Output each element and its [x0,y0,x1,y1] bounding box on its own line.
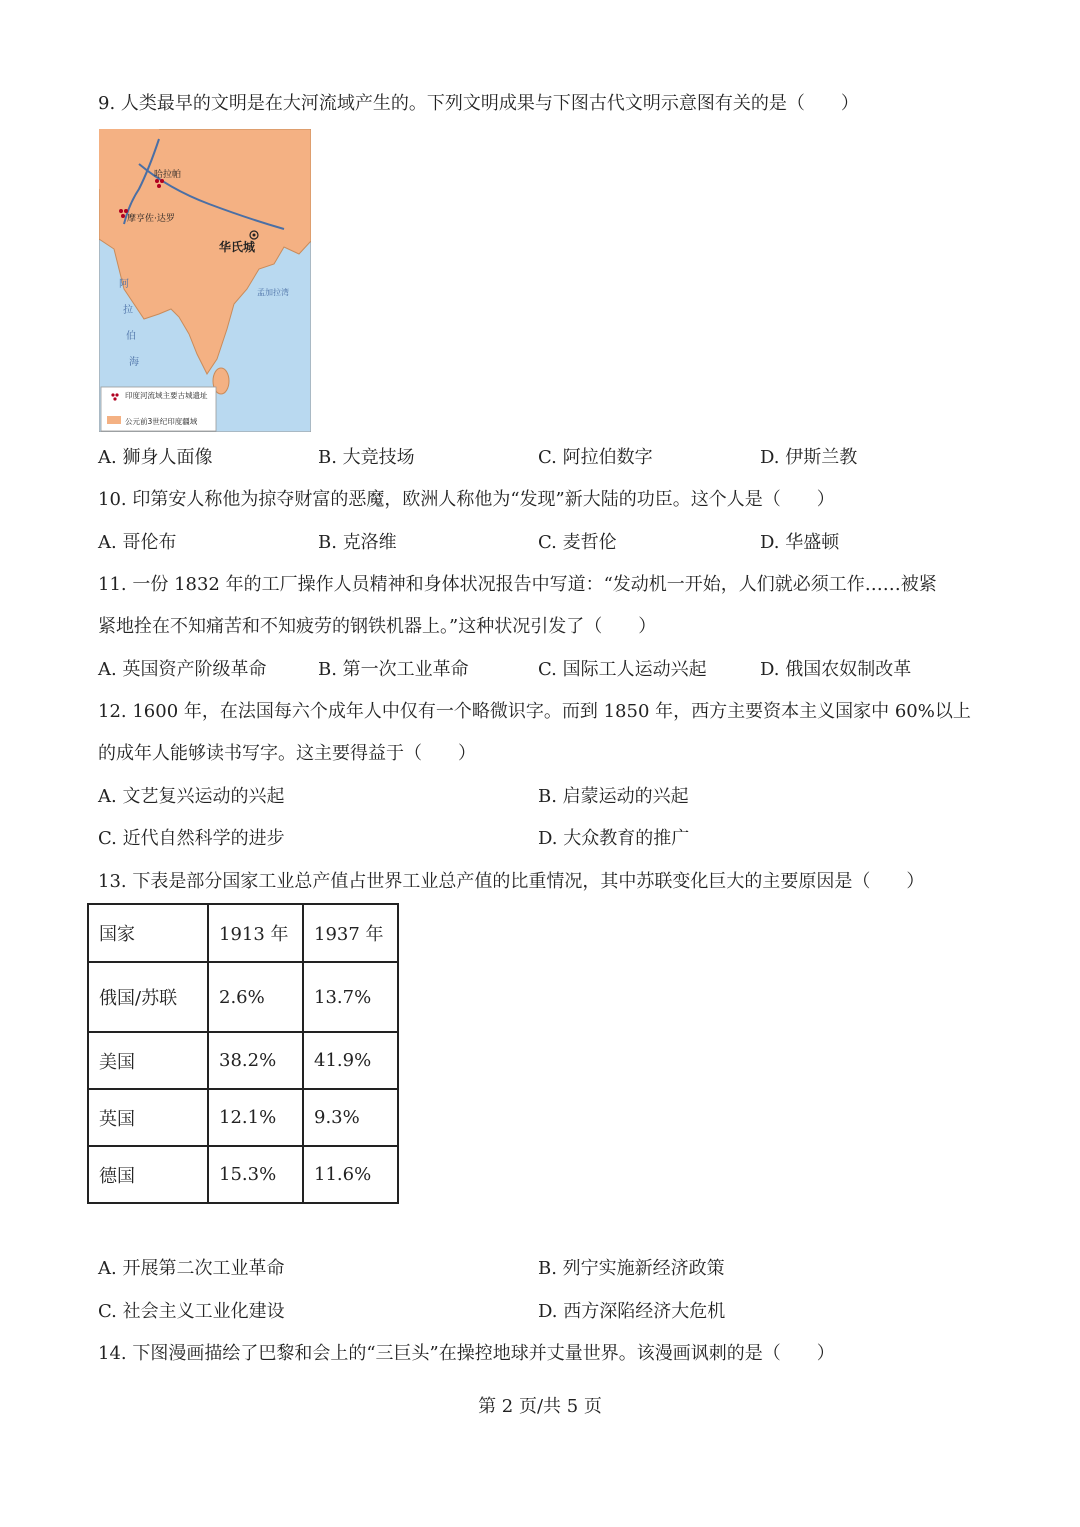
legend-dot-2 [115,393,118,396]
q13-option-b: B. 列宁实施新经济政策 [538,1258,725,1279]
q12-stem-line2: 的成年人能够读书写字。这主要得益于（ ） [98,743,476,764]
arabian-sea-char-2: 拉 [123,305,133,316]
table-row [88,1032,398,1089]
table-cell-1937: 13.7% [303,962,398,1032]
q11-stem-line2: 紧地拴在不知痛苦和不知疲劳的钢铁机器上。”这种状况引发了（ ） [98,616,657,637]
table-header-1913: 1913 年 [208,904,303,962]
q11-option-b: B. 第一次工业革命 [318,659,469,680]
legend-dot-3 [113,397,116,400]
table-cell-1913: 15.3% [208,1146,303,1203]
q12-option-b: B. 启蒙运动的兴起 [538,786,689,807]
industrial-share-table [87,903,399,1204]
harappa-dot-3 [157,184,161,188]
q12-option-a: A. 文艺复兴运动的兴起 [98,786,285,807]
q12-stem-line1: 12. 1600 年，在法国每六个成年人中仅有一个略微识字。而到 1850 年，西方主要资本主义国家中 60%以上 [98,701,971,722]
q13-stem: 13. 下表是部分国家工业总产值占世界工业总产值的比重情况，其中苏联变化巨大的主要原因是（ ） [98,871,925,892]
huashi-label: 华氏城 [219,240,256,254]
table-cell-country: 英国 [88,1089,208,1146]
table-row [88,1089,398,1146]
q13-option-a: A. 开展第二次工业革命 [98,1258,285,1279]
arabian-sea-char-3: 伯 [126,331,136,342]
q11-option-a: A. 英国资产阶级革命 [98,659,267,680]
table-cell-1937: 9.3% [303,1089,398,1146]
q10-option-c: C. 麦哲伦 [538,532,617,553]
q14-stem: 14. 下图漫画描绘了巴黎和会上的“三巨头”在操控地球并丈量世界。该漫画讽刺的是（ ） [98,1343,835,1364]
q10-option-b: B. 克洛维 [318,532,397,553]
table-header-country: 国家 [88,904,208,962]
table-row [88,1146,398,1203]
mohenjo-dot-2 [124,209,128,213]
table-row [88,962,398,1032]
q9-option-d: D. 伊斯兰教 [760,447,858,468]
table-cell-1913: 38.2% [208,1032,303,1089]
legend-sites-label: 印度河流域主要古城遗址 [125,391,208,400]
arabian-sea-char-4: 海 [129,357,139,368]
legend-territory-label: 公元前3世纪印度疆域 [125,417,198,426]
table-header-row [88,904,398,962]
table-cell-country: 俄国/苏联 [88,962,208,1032]
page-footer: 第 2 页/共 5 页 [478,1396,602,1417]
arabian-sea-char-1: 阿 [119,279,129,290]
table-cell-country: 美国 [88,1032,208,1089]
q9-stem: 9. 人类最早的文明是在大河流域产生的。下列文明成果与下图古代文明示意图有关的是（ ） [98,93,859,114]
q13-option-d: D. 西方深陷经济大危机 [538,1301,726,1322]
q11-option-c: C. 国际工人运动兴起 [538,659,707,680]
table-cell-1913: 12.1% [208,1089,303,1146]
mohenjo-dot-1 [119,209,123,213]
mohenjo-daro-label: 摩亨佐·达罗 [127,214,175,224]
india-ancient-map [99,129,311,432]
table-header-1937: 1937 年 [303,904,398,962]
legend-dot-1 [111,393,114,396]
q10-stem: 10. 印第安人称他为掠夺财富的恶魔，欧洲人称他为“发现”新大陆的功臣。这个人是（ ） [98,489,835,510]
table-cell-1937: 11.6% [303,1146,398,1203]
q10-option-d: D. 华盛顿 [760,532,840,553]
q11-option-d: D. 俄国农奴制改革 [760,659,912,680]
q9-option-a: A. 狮身人面像 [98,447,213,468]
table-cell-country: 德国 [88,1146,208,1203]
mohenjo-dot-3 [121,214,125,218]
bay-of-bengal-label: 孟加拉湾 [257,288,289,297]
q9-option-c: C. 阿拉伯数字 [538,447,653,468]
q11-stem-line1: 11. 一份 1832 年的工厂操作人员精神和身体状况报告中写道：“发动机一开始，人们就必须工作……被紧 [98,574,937,595]
q13-option-c: C. 社会主义工业化建设 [98,1301,285,1322]
q12-option-d: D. 大众教育的推广 [538,828,690,849]
q12-option-c: C. 近代自然科学的进步 [98,828,285,849]
q9-option-b: B. 大竞技场 [318,447,415,468]
table-cell-1937: 41.9% [303,1032,398,1089]
q10-option-a: A. 哥伦布 [98,532,177,553]
harappa-label: 哈拉帕 [154,170,182,180]
table-cell-1913: 2.6% [208,962,303,1032]
legend-territory-swatch [107,416,121,424]
huashi-marker-dot [253,234,256,237]
